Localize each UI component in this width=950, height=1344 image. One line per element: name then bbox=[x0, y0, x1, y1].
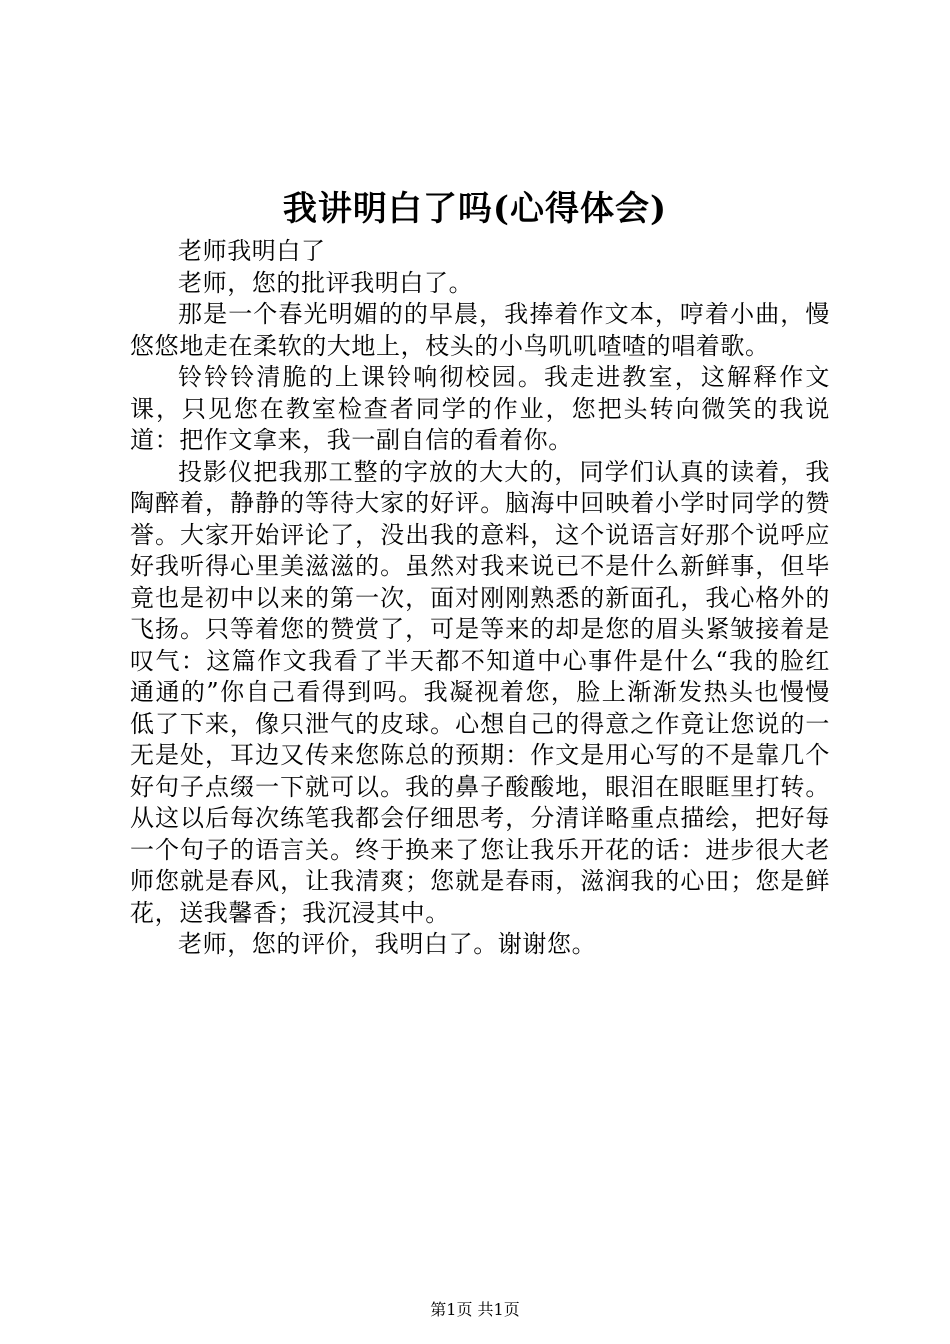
paragraph-thanks: 老师，您的评价，我明白了。谢谢您。 bbox=[178, 930, 597, 958]
document-title: 我讲明白了吗(心得体会) bbox=[282, 189, 668, 229]
paragraph-projector: 投影仪把我那工整的字放的大大的，同学们认真的读着，我陶醉着，静静的等待大家的好评。脑海中回映着小学时同学的赞誉。大家开始评论了，没出我的意料，这个说语言好那个说呼应好我听得心里美滋滋的。虽然对我来说已不是什么新鲜事，但毕竟也是初中以来的第一次，面对刚刚熟悉的新面孔，我心格外的飞扬。只等着您的赞赏了，可是等来的却是您的眉头紧皱接着是叹气：这篇作文我看了半天都不知道中心事件是什么“我的脸红通通的”你自己看得到吗。我凝视着您，脸上渐渐发热头也慢慢低了下来，像只泄气的皮球。心想自己的得意之作竟让您说的一无是处，耳边又传来您陈总的预期：作文是用心写的不是靠几个好句子点缀一下就可以。我的鼻子酸酸地，眼泪在眼眶里打转。从这以后每次练笔我都会仔细思考，分清详略重点描绘，把好每一个句子的语言关。终于换来了您让我乐开花的话：进步很大老师您就是春风，让我清爽；您就是春雨，滋润我的心田；您是鲜花，送我馨香；我沉浸其中。 bbox=[130, 457, 830, 927]
paragraph-classroom: 铃铃铃清脆的上课铃响彻校园。我走进教室，这解释作文课，只见您在教室检查者同学的作业，您把头转向微笑的我说道：把作文拿来，我一副自信的看着你。 bbox=[130, 363, 830, 454]
document-body bbox=[130, 236, 830, 961]
paragraph-morning: 那是一个春光明媚的的早晨，我捧着作文本，哼着小曲，慢悠悠地走在柔软的大地上，枝头的小鸟叽叽喳喳的唱着歌。 bbox=[130, 300, 830, 360]
paragraph-criticism-understood: 老师，您的批评我明白了。 bbox=[178, 268, 474, 297]
page-footer: 第1页 共1页 bbox=[430, 1300, 520, 1319]
paragraph-greeting: 老师我明白了 bbox=[178, 237, 326, 265]
